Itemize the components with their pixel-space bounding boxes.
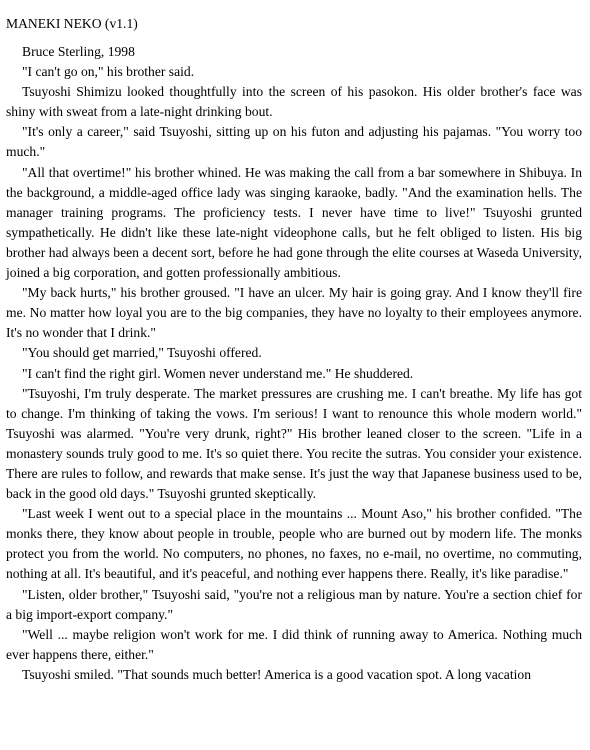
document-page <box>6 14 582 685</box>
paragraph: Tsuyoshi Shimizu looked thoughtfully into the screen of his pasokon. His older brother's face was shiny with sweat from a late-night drinking bout. <box>6 84 582 120</box>
paragraph: "Well ... maybe religion won't work for me. I did think of running away to America. Nothing much ever happens there, either." <box>6 626 582 662</box>
paragraph: "You should get married," Tsuyoshi offered. <box>22 345 262 361</box>
paragraph: "It's only a career," said Tsuyoshi, sitting up on his futon and adjusting his pajamas. "You worry too much." <box>6 124 582 160</box>
paragraph: "Last week I went out to a special place in the mountains ... Mount Aso," his brother confided. "The monks there, they know about people in trouble, people who are burned out by modern life. The monks protect you from the world. No computers, no phones, no faxes, no e-mail, no overtime, no commuting, nothing at all. It's beautiful, and it's peaceful, and nothing ever happens there. Really, it's like paradise." <box>6 506 582 582</box>
paragraph: "Tsuyoshi, I'm truly desperate. The market pressures are crushing me. I can't breathe. My life has got to change. I'm thinking of taking the vows. I'm serious! I want to renounce this whole modern world." Tsuyoshi was alarmed. "You're very drunk, right?" His brother leaned closer to the screen. "Life in a monastery sounds truly good to me. It's so quiet there. You recite the sutras. You consider your existence. There are rules to follow, and rewards that make sense. It's just the way that Japanese business used to be, back in the good old days." Tsuyoshi grunted skeptically. <box>6 385 582 502</box>
byline: Bruce Sterling, 1998 <box>22 44 135 59</box>
paragraph: "Listen, older brother," Tsuyoshi said, "you're not a religious man by nature. You're a section chief for a big import-export company." <box>6 586 582 622</box>
paragraph: "My back hurts," his brother groused. "I have an ulcer. My hair is going gray. And I know they'll fire me. No matter how loyal you are to the big companies, they have no loyalty to their employees anymore. It's no wonder that I drink." <box>6 285 582 341</box>
paragraph: "I can't find the right girl. Women never understand me." He shuddered. <box>22 365 414 381</box>
paragraph: "All that overtime!" his brother whined. He was making the call from a bar somewhere in Shibuya. In the background, a middle-aged office lady was singing karaoke, badly. "And the examination hells. The manager training programs. The proficiency tests. I never have time to live!" Tsuyoshi grunted sympathetically. He didn't like these late-night videophone calls, but he felt obliged to listen. His big brother had always been a decent sort, before he had gone through the elite courses at Waseda University, joined a big corporation, and gotten professionally ambitious. <box>6 164 582 281</box>
paragraph: Tsuyoshi smiled. "That sounds much better! America is a good vacation spot. A long vacation <box>22 666 531 682</box>
document-title: MANEKI NEKO (v1.1) <box>6 16 138 31</box>
paragraph: "I can't go on," his brother said. <box>22 64 195 80</box>
